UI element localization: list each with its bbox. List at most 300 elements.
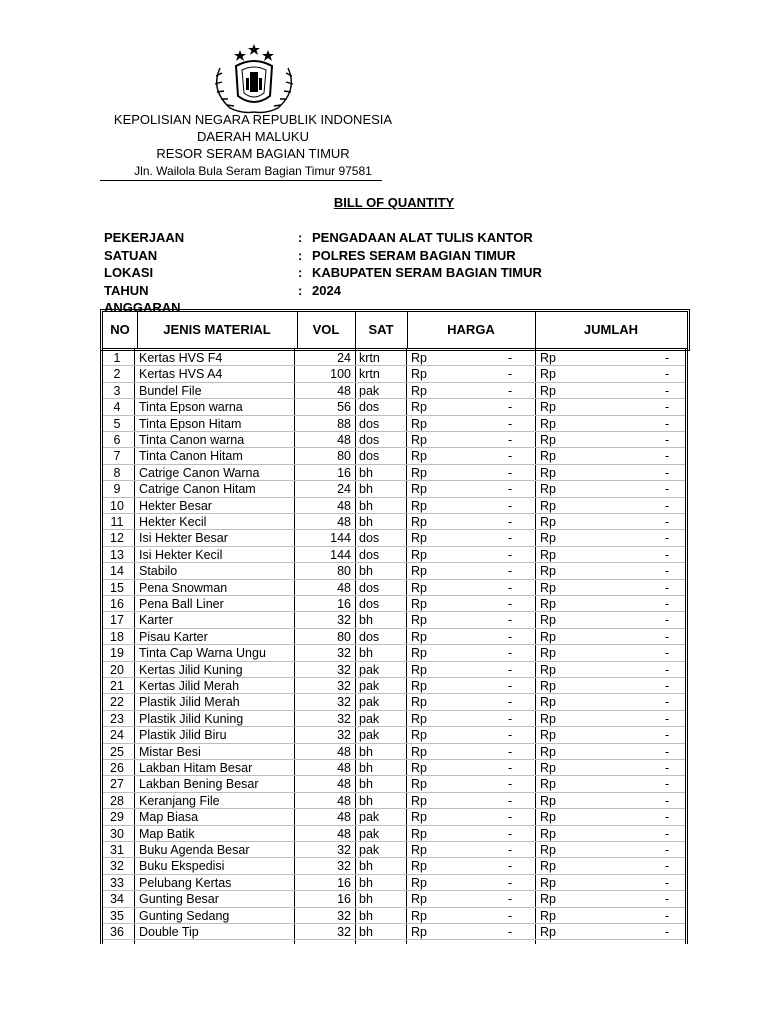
material-name: Gunting Besar bbox=[139, 892, 219, 907]
harga-currency: Rp bbox=[411, 515, 427, 529]
material-name: Gunting Sedang bbox=[139, 908, 230, 923]
harga-currency: Rp bbox=[411, 892, 427, 907]
volume: 144 bbox=[330, 531, 351, 546]
jumlah-value: - bbox=[665, 547, 670, 562]
harga-currency: Rp bbox=[411, 859, 427, 874]
table-row bbox=[103, 924, 685, 940]
row-number: 4 bbox=[113, 400, 121, 415]
column-header-jenis-material: JENIS MATERIAL bbox=[163, 322, 271, 337]
material-name: Kertas Jilid Merah bbox=[139, 679, 240, 693]
harga-currency: Rp bbox=[411, 826, 427, 841]
harga-currency: Rp bbox=[411, 498, 427, 513]
org-region-line: DAERAH MALUKU bbox=[197, 129, 309, 144]
row-number: 18 bbox=[110, 629, 124, 644]
jumlah-value: - bbox=[665, 351, 670, 365]
material-name: Plastik Jilid Kuning bbox=[139, 711, 244, 726]
volume: 48 bbox=[337, 793, 351, 808]
material-name: Mistar Besi bbox=[139, 744, 201, 759]
material-name: Plastik Jilid Merah bbox=[139, 695, 240, 710]
row-number: 21 bbox=[110, 679, 124, 693]
material-name: Buku Ekspedisi bbox=[139, 859, 225, 874]
volume: 80 bbox=[337, 449, 351, 464]
volume: 48 bbox=[337, 515, 351, 529]
jumlah-value: - bbox=[665, 629, 670, 644]
jumlah-value: - bbox=[665, 810, 670, 825]
table-row bbox=[103, 744, 685, 760]
harga-currency: Rp bbox=[411, 383, 427, 398]
jumlah-currency: Rp bbox=[540, 810, 556, 825]
harga-currency: Rp bbox=[411, 597, 427, 611]
harga-currency: Rp bbox=[411, 695, 427, 710]
harga-currency: Rp bbox=[411, 646, 427, 661]
row-number: 28 bbox=[110, 793, 124, 808]
volume: 56 bbox=[337, 400, 351, 415]
table-row bbox=[103, 645, 685, 661]
table-row bbox=[103, 547, 685, 563]
unit: bh bbox=[359, 859, 373, 874]
material-name: Double Tip bbox=[139, 925, 199, 939]
jumlah-value: - bbox=[665, 531, 670, 546]
material-name: Buku Agenda Besar bbox=[139, 843, 250, 857]
unit: bh bbox=[359, 646, 373, 661]
material-name: Hekter Besar bbox=[139, 498, 212, 513]
jumlah-currency: Rp bbox=[540, 875, 556, 890]
jumlah-value: - bbox=[665, 711, 670, 726]
table-row bbox=[103, 809, 685, 825]
harga-currency: Rp bbox=[411, 908, 427, 923]
row-number: 30 bbox=[110, 826, 124, 841]
volume: 144 bbox=[330, 547, 351, 562]
jumlah-value: - bbox=[665, 662, 670, 677]
table-row bbox=[103, 842, 685, 858]
jumlah-currency: Rp bbox=[540, 613, 556, 628]
jumlah-currency: Rp bbox=[540, 416, 556, 431]
harga-value: - bbox=[508, 679, 513, 693]
table-row bbox=[103, 875, 685, 891]
org-address-line: Jln. Wailola Bula Seram Bagian Timur 97581 bbox=[134, 164, 372, 178]
column-header-vol: VOL bbox=[312, 322, 340, 337]
unit: krtn bbox=[359, 351, 380, 365]
unit: pak bbox=[359, 711, 380, 726]
volume: 32 bbox=[337, 925, 351, 939]
jumlah-currency: Rp bbox=[540, 925, 556, 939]
row-number: 7 bbox=[113, 449, 121, 464]
jumlah-value: - bbox=[665, 826, 670, 841]
table-row bbox=[103, 416, 685, 432]
volume: 32 bbox=[337, 679, 351, 693]
info-value: PENGADAAN ALAT TULIS KANTOR bbox=[312, 230, 533, 245]
harga-currency: Rp bbox=[411, 482, 427, 497]
unit: dos bbox=[359, 531, 380, 546]
harga-value: - bbox=[508, 400, 513, 415]
unit: bh bbox=[359, 761, 373, 775]
harga-value: - bbox=[508, 629, 513, 644]
table-row bbox=[103, 399, 685, 415]
volume: 24 bbox=[337, 351, 351, 365]
jumlah-value: - bbox=[665, 646, 670, 661]
harga-currency: Rp bbox=[411, 761, 427, 775]
material-name: Kertas HVS F4 bbox=[139, 351, 223, 365]
row-number: 19 bbox=[110, 646, 124, 661]
harga-value: - bbox=[508, 875, 513, 890]
column-header-jumlah: JUMLAH bbox=[583, 322, 639, 337]
harga-currency: Rp bbox=[411, 793, 427, 808]
unit: dos bbox=[359, 400, 380, 415]
info-separator: : bbox=[298, 265, 303, 280]
row-number: 32 bbox=[110, 859, 124, 874]
material-name: Keranjang File bbox=[139, 793, 220, 808]
unit: bh bbox=[359, 515, 373, 529]
jumlah-value: - bbox=[665, 908, 670, 923]
volume: 16 bbox=[337, 875, 351, 890]
row-number: 2 bbox=[113, 367, 121, 382]
harga-value: - bbox=[508, 449, 513, 464]
volume: 32 bbox=[337, 646, 351, 661]
volume: 48 bbox=[337, 498, 351, 513]
table-row bbox=[103, 530, 685, 546]
table-row bbox=[103, 580, 685, 596]
row-number: 33 bbox=[110, 875, 124, 890]
volume: 32 bbox=[337, 662, 351, 677]
harga-value: - bbox=[508, 367, 513, 382]
harga-currency: Rp bbox=[411, 547, 427, 562]
harga-currency: Rp bbox=[411, 875, 427, 890]
material-name: Pena Snowman bbox=[139, 580, 228, 595]
jumlah-value: - bbox=[665, 613, 670, 628]
harga-value: - bbox=[508, 826, 513, 841]
row-number: 16 bbox=[110, 597, 124, 611]
table-row bbox=[103, 711, 685, 727]
column-header-sat: SAT bbox=[368, 322, 394, 337]
harga-currency: Rp bbox=[411, 744, 427, 759]
info-value: POLRES SERAM BAGIAN TIMUR bbox=[312, 247, 516, 263]
material-name: Plastik Jilid Biru bbox=[139, 728, 227, 743]
row-number: 13 bbox=[110, 547, 124, 562]
harga-currency: Rp bbox=[411, 711, 427, 726]
material-name: Stabilo bbox=[139, 564, 178, 579]
jumlah-currency: Rp bbox=[540, 449, 556, 464]
harga-value: - bbox=[508, 351, 513, 365]
table-row bbox=[103, 432, 685, 448]
volume: 16 bbox=[337, 465, 351, 480]
volume: 48 bbox=[337, 580, 351, 595]
table-row bbox=[103, 826, 685, 842]
unit: pak bbox=[359, 679, 380, 693]
material-name: Isi Hekter Kecil bbox=[139, 547, 223, 562]
harga-currency: Rp bbox=[411, 416, 427, 431]
jumlah-currency: Rp bbox=[540, 744, 556, 759]
jumlah-currency: Rp bbox=[540, 383, 556, 398]
row-number: 36 bbox=[110, 925, 124, 939]
table-body bbox=[100, 349, 688, 944]
jumlah-currency: Rp bbox=[540, 646, 556, 661]
material-name: Map Batik bbox=[139, 826, 195, 841]
volume: 32 bbox=[337, 859, 351, 874]
jumlah-currency: Rp bbox=[540, 531, 556, 546]
volume: 100 bbox=[330, 367, 351, 382]
material-name: Hekter Kecil bbox=[139, 515, 207, 529]
jumlah-currency: Rp bbox=[540, 859, 556, 874]
harga-value: - bbox=[508, 515, 513, 529]
material-name: Tinta Epson warna bbox=[139, 400, 243, 415]
harga-value: - bbox=[508, 843, 513, 857]
unit: bh bbox=[359, 744, 373, 759]
table-row bbox=[103, 908, 685, 924]
volume: 32 bbox=[337, 613, 351, 628]
jumlah-value: - bbox=[665, 597, 670, 611]
harga-value: - bbox=[508, 810, 513, 825]
jumlah-currency: Rp bbox=[540, 777, 556, 792]
jumlah-value: - bbox=[665, 515, 670, 529]
table-row bbox=[103, 383, 685, 399]
row-number: 8 bbox=[113, 465, 121, 480]
table-row bbox=[103, 793, 685, 809]
jumlah-value: - bbox=[665, 728, 670, 743]
harga-value: - bbox=[508, 482, 513, 497]
jumlah-value: - bbox=[665, 383, 670, 398]
row-number: 20 bbox=[110, 662, 124, 677]
harga-value: - bbox=[508, 728, 513, 743]
info-label: SATUAN bbox=[104, 247, 158, 263]
harga-value: - bbox=[508, 744, 513, 759]
harga-value: - bbox=[508, 908, 513, 923]
jumlah-value: - bbox=[665, 925, 670, 939]
harga-currency: Rp bbox=[411, 433, 427, 447]
table-row bbox=[103, 350, 685, 366]
jumlah-currency: Rp bbox=[540, 580, 556, 595]
harga-value: - bbox=[508, 416, 513, 431]
harga-currency: Rp bbox=[411, 925, 427, 939]
jumlah-currency: Rp bbox=[540, 662, 556, 677]
jumlah-currency: Rp bbox=[540, 433, 556, 447]
jumlah-currency: Rp bbox=[540, 711, 556, 726]
material-name: Kertas HVS A4 bbox=[139, 367, 223, 382]
harga-value: - bbox=[508, 646, 513, 661]
unit: bh bbox=[359, 465, 373, 480]
material-name: Tinta Epson Hitam bbox=[139, 416, 242, 431]
jumlah-currency: Rp bbox=[540, 728, 556, 743]
material-name: Catrige Canon Warna bbox=[139, 465, 260, 480]
table-row bbox=[103, 366, 685, 382]
jumlah-value: - bbox=[665, 843, 670, 857]
jumlah-currency: Rp bbox=[540, 843, 556, 857]
harga-currency: Rp bbox=[411, 777, 427, 792]
row-number: 26 bbox=[110, 761, 124, 775]
volume: 48 bbox=[337, 761, 351, 775]
police-emblem-logo bbox=[206, 38, 302, 118]
harga-value: - bbox=[508, 383, 513, 398]
material-name: Bundel File bbox=[139, 383, 202, 398]
table-row bbox=[103, 760, 685, 776]
harga-value: - bbox=[508, 597, 513, 611]
volume: 48 bbox=[337, 433, 351, 447]
unit: bh bbox=[359, 498, 373, 513]
harga-currency: Rp bbox=[411, 367, 427, 382]
unit: dos bbox=[359, 416, 380, 431]
unit: dos bbox=[359, 580, 380, 595]
volume: 80 bbox=[337, 629, 351, 644]
table-row bbox=[103, 727, 685, 743]
row-number: 31 bbox=[110, 843, 124, 857]
harga-value: - bbox=[508, 433, 513, 447]
unit: bh bbox=[359, 777, 373, 792]
unit: pak bbox=[359, 662, 380, 677]
harga-currency: Rp bbox=[411, 662, 427, 677]
jumlah-value: - bbox=[665, 498, 670, 513]
harga-currency: Rp bbox=[411, 613, 427, 628]
harga-value: - bbox=[508, 892, 513, 907]
jumlah-currency: Rp bbox=[540, 908, 556, 923]
jumlah-currency: Rp bbox=[540, 400, 556, 415]
unit: dos bbox=[359, 597, 380, 611]
jumlah-currency: Rp bbox=[540, 793, 556, 808]
table-row bbox=[103, 481, 685, 497]
harga-value: - bbox=[508, 613, 513, 628]
volume: 48 bbox=[337, 383, 351, 398]
info-value: KABUPATEN SERAM BAGIAN TIMUR bbox=[312, 265, 542, 280]
header-divider bbox=[100, 180, 382, 181]
harga-currency: Rp bbox=[411, 465, 427, 480]
row-number: 5 bbox=[113, 416, 121, 431]
unit: bh bbox=[359, 892, 373, 907]
material-name: Tinta Cap Warna Ungu bbox=[139, 646, 266, 661]
jumlah-currency: Rp bbox=[540, 351, 556, 365]
row-number: 6 bbox=[113, 433, 121, 447]
row-number: 24 bbox=[110, 728, 124, 743]
unit: pak bbox=[359, 728, 380, 743]
jumlah-value: - bbox=[665, 416, 670, 431]
unit: bh bbox=[359, 613, 373, 628]
harga-currency: Rp bbox=[411, 400, 427, 415]
material-name: Karter bbox=[139, 613, 174, 628]
harga-value: - bbox=[508, 498, 513, 513]
jumlah-currency: Rp bbox=[540, 547, 556, 562]
row-number: 17 bbox=[110, 613, 124, 628]
volume: 32 bbox=[337, 695, 351, 710]
table-row bbox=[103, 678, 685, 694]
column-header-no: NO bbox=[110, 322, 130, 337]
row-number: 11 bbox=[110, 515, 124, 529]
jumlah-currency: Rp bbox=[540, 695, 556, 710]
volume: 24 bbox=[337, 482, 351, 497]
jumlah-currency: Rp bbox=[540, 679, 556, 693]
volume: 32 bbox=[337, 843, 351, 857]
table-row bbox=[103, 498, 685, 514]
row-number: 15 bbox=[110, 580, 124, 595]
jumlah-value: - bbox=[665, 695, 670, 710]
jumlah-currency: Rp bbox=[540, 482, 556, 497]
unit: pak bbox=[359, 843, 380, 857]
jumlah-value: - bbox=[665, 400, 670, 415]
table-row bbox=[103, 662, 685, 678]
volume: 88 bbox=[337, 416, 351, 431]
unit: pak bbox=[359, 383, 380, 398]
column-header-harga: HARGA bbox=[447, 322, 495, 337]
jumlah-value: - bbox=[665, 875, 670, 890]
table-row bbox=[103, 596, 685, 612]
harga-currency: Rp bbox=[411, 810, 427, 825]
harga-currency: Rp bbox=[411, 629, 427, 644]
jumlah-value: - bbox=[665, 367, 670, 382]
document-title: BILL OF QUANTITY bbox=[333, 195, 455, 210]
row-number: 25 bbox=[110, 744, 124, 759]
jumlah-currency: Rp bbox=[540, 629, 556, 644]
material-name: Pelubang Kertas bbox=[139, 875, 232, 890]
material-name: Catrige Canon Hitam bbox=[139, 482, 256, 497]
harga-currency: Rp bbox=[411, 580, 427, 595]
unit: dos bbox=[359, 629, 380, 644]
table-row bbox=[103, 563, 685, 579]
unit: bh bbox=[359, 908, 373, 923]
volume: 16 bbox=[337, 597, 351, 611]
material-name: Pisau Karter bbox=[139, 629, 208, 644]
harga-currency: Rp bbox=[411, 679, 427, 693]
row-number: 3 bbox=[113, 383, 121, 398]
jumlah-currency: Rp bbox=[540, 761, 556, 775]
harga-value: - bbox=[508, 793, 513, 808]
harga-value: - bbox=[508, 859, 513, 874]
unit: bh bbox=[359, 925, 373, 939]
volume: 48 bbox=[337, 777, 351, 792]
table-row bbox=[103, 612, 685, 628]
jumlah-value: - bbox=[665, 580, 670, 595]
harga-value: - bbox=[508, 547, 513, 562]
row-number: 12 bbox=[110, 531, 124, 546]
jumlah-currency: Rp bbox=[540, 498, 556, 513]
unit: pak bbox=[359, 826, 380, 841]
row-number: 23 bbox=[110, 711, 124, 726]
harga-value: - bbox=[508, 711, 513, 726]
harga-value: - bbox=[508, 580, 513, 595]
unit: bh bbox=[359, 564, 373, 579]
unit: bh bbox=[359, 793, 373, 808]
harga-currency: Rp bbox=[411, 351, 427, 365]
jumlah-value: - bbox=[665, 679, 670, 693]
volume: 48 bbox=[337, 744, 351, 759]
jumlah-value: - bbox=[665, 564, 670, 579]
jumlah-value: - bbox=[665, 433, 670, 447]
volume: 32 bbox=[337, 908, 351, 923]
table-row bbox=[103, 891, 685, 907]
harga-value: - bbox=[508, 695, 513, 710]
jumlah-value: - bbox=[665, 465, 670, 480]
material-name: Tinta Canon Hitam bbox=[139, 449, 243, 464]
unit: pak bbox=[359, 695, 380, 710]
unit: pak bbox=[359, 810, 380, 825]
table-row bbox=[103, 465, 685, 481]
table-header bbox=[100, 309, 690, 351]
table-row bbox=[103, 694, 685, 710]
info-separator: : bbox=[298, 282, 303, 298]
jumlah-currency: Rp bbox=[540, 892, 556, 907]
jumlah-currency: Rp bbox=[540, 564, 556, 579]
harga-value: - bbox=[508, 925, 513, 939]
jumlah-currency: Rp bbox=[540, 367, 556, 382]
unit: dos bbox=[359, 433, 380, 447]
harga-value: - bbox=[508, 761, 513, 775]
volume: 48 bbox=[337, 810, 351, 825]
jumlah-value: - bbox=[665, 892, 670, 907]
row-number: 1 bbox=[113, 351, 121, 365]
volume: 32 bbox=[337, 728, 351, 743]
info-label: PEKERJAAN bbox=[104, 230, 185, 245]
table-row bbox=[103, 514, 685, 530]
row-number: 22 bbox=[110, 695, 124, 710]
info-separator: : bbox=[298, 247, 303, 263]
harga-value: - bbox=[508, 777, 513, 792]
org-resor-line: RESOR SERAM BAGIAN TIMUR bbox=[156, 146, 350, 161]
material-name: Tinta Canon warna bbox=[139, 433, 245, 447]
